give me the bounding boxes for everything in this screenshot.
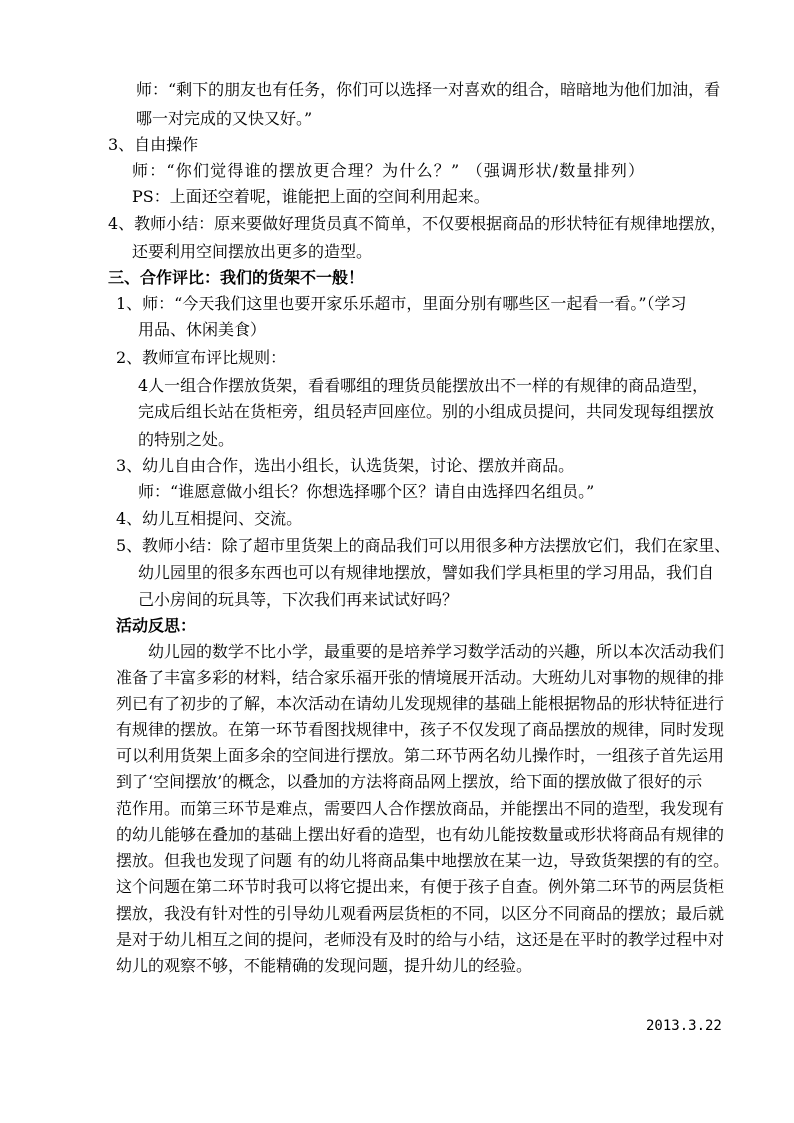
text-line: 用品、休闲美食） xyxy=(138,320,267,339)
text-line: 4人一组合作摆放货架，看看哪组的理货员能摆放出不一样的有规律的商品造型， xyxy=(138,376,709,395)
section-title: 活动反思： xyxy=(116,616,197,635)
document-date: 2013.3.22 xyxy=(646,1018,722,1034)
text-line: 范作用。而第三环节是难点，需要四人合作摆放商品，并能摆出不同的造型，我发现有 xyxy=(116,799,725,818)
text-line: 3、幼儿自由合作，选出小组长，认选货架，讨论、摆放并商品。 xyxy=(116,456,575,475)
text-line: 己小房间的玩具等，下次我们再来试试好吗？ xyxy=(138,590,459,609)
text-line: 准备了丰富多彩的材料，结合家乐福开张的情境展开活动。大班幼儿对事物的规律的排 xyxy=(116,668,725,687)
text-line: 幼儿园的数学不比小学，最重要的是培养学习数学活动的兴趣，所以本次活动我们 xyxy=(148,642,725,661)
text-line: 师：“剩下的朋友也有任务，你们可以选择一对喜欢的组合，暗暗地为他们加油，看 xyxy=(136,80,721,99)
text-line: 完成后组长站在货柜旁，组员轻声回座位。别的小组成员提问，共同发现每组摆放 xyxy=(138,402,715,421)
text-line: 师：“谁愿意做小组长？你想选择哪个区？请自由选择四名组员。” xyxy=(138,482,595,501)
text-line: 有规律的摆放。在第一环节看图找规律中，孩子不仅发现了商品摆放的规律，同时发现 xyxy=(116,720,725,739)
text-line: 1、师：“今天我们这里也要开家乐乐超市，里面分别有哪些区一起看一看。”（学习 xyxy=(116,294,687,313)
section-title: 三、合作评比：我们的货架不一般！ xyxy=(108,268,365,287)
text-line: 可以利用货架上面多余的空间进行摆放。第二环节两名幼儿操作时，一组孩子首先运用 xyxy=(116,746,725,765)
section-heading: 3、自由操作 xyxy=(108,135,199,154)
text-line: 4、幼儿互相提问、交流。 xyxy=(116,509,303,528)
text-line: PS：上面还空着呢，谁能把上面的空间利用起来。 xyxy=(132,187,490,206)
text-line: 师：“你们觉得谁的摆放更合理？为什么？” （强调形状/数量排列） xyxy=(132,161,646,180)
text-line: 4、教师小结：原来要做好理货员真不简单，不仅要根据商品的形状特征有规律地摆放， xyxy=(108,214,727,233)
text-line: 还要利用空间摆放出更多的造型。 xyxy=(132,242,373,261)
text-line: 是对于幼儿相互之间的提问，老师没有及时的给与小结，这还是在平时的教学过程中对 xyxy=(116,930,725,949)
text-line: 的特别之处。 xyxy=(138,430,235,449)
text-line: 的幼儿能够在叠加的基础上摆出好看的造型，也有幼儿能按数量或形状将商品有规律的 xyxy=(116,825,725,844)
text-line: 幼儿的观察不够，不能精确的发现问题，提升幼儿的经验。 xyxy=(116,956,533,975)
text-line: 到了‘空间摆放’的概念，以叠加的方法将商品网上摆放，给下面的摆放做了很好的示 xyxy=(116,772,703,791)
text-line: 哪一对完成的又快又好。” xyxy=(136,109,313,128)
text-line: 2、教师宣布评比规则： xyxy=(116,348,287,367)
text-line: 5、教师小结：除了超市里货架上的商品我们可以用很多种方法摆放它们，我们在家里、 xyxy=(116,536,731,555)
text-line: 列已有了初步的了解，本次活动在请幼儿发现规律的基础上能根据物品的形状特征进行 xyxy=(116,694,725,713)
text-line: 幼儿园里的很多东西也可以有规律地摆放，譬如我们学具柜里的学习用品，我们自 xyxy=(138,563,715,582)
text-line: 摆放，我没有针对性的引导幼儿观看两层货柜的不同，以区分不同商品的摆放；最后就 xyxy=(116,904,725,923)
text-line: 摆放。但我也发现了问题 有的幼儿将商品集中地摆放在某一边，导致货架摆的有的空。 xyxy=(116,851,730,870)
text-line: 这个问题在第二环节时我可以将它提出来，有便于孩子自查。例外第二环节的两层货柜 xyxy=(116,877,725,896)
